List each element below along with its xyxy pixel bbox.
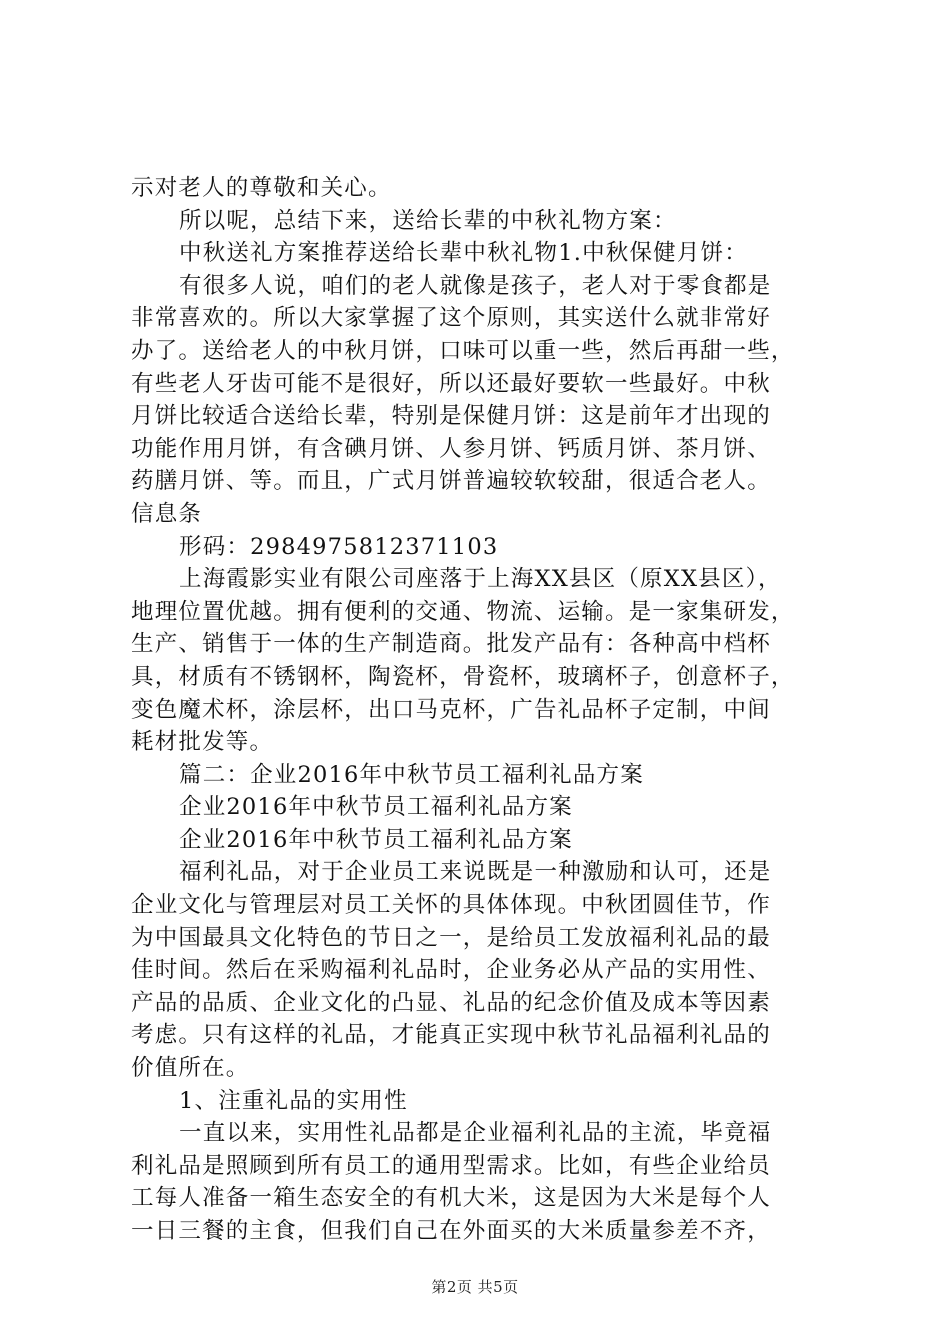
text-line: 有些老人牙齿可能不是很好，所以还最好要软一些最好。中秋 bbox=[131, 370, 771, 397]
text-line: 价值所在。 bbox=[131, 1055, 250, 1082]
text-line: 福利礼品，对于企业员工来说既是一种激励和认可，还是 bbox=[179, 859, 772, 886]
text-line: 企业2016年中秋节员工福利礼品方案 bbox=[179, 826, 573, 853]
page-footer: 第2页 共5页 bbox=[431, 1278, 519, 1296]
text-line: 地理位置优越。拥有便利的交通、物流、运输。是一家集研发， bbox=[131, 598, 795, 625]
text-line: 利礼品是照顾到所有员工的通用型需求。比如，有些企业给员 bbox=[131, 1152, 771, 1179]
text-line: 为中国最具文化特色的节日之一，是给员工发放福利礼品的最 bbox=[131, 924, 771, 951]
text-line: 生产、销售于一体的生产制造商。批发产品有：各种高中档杯 bbox=[131, 631, 771, 658]
text-line: 形码：2984975812371103 bbox=[179, 533, 499, 560]
text-line: 企业2016年中秋节员工福利礼品方案 bbox=[179, 794, 573, 821]
text-line: 有很多人说，咱们的老人就像是孩子，老人对于零食都是 bbox=[179, 272, 772, 299]
text-line: 所以呢，总结下来，送给长辈的中秋礼物方案： bbox=[179, 207, 677, 234]
text-line: 功能作用月饼，有含碘月饼、人参月饼、钙质月饼、茶月饼、 bbox=[131, 435, 771, 462]
text-line: 考虑。只有这样的礼品，才能真正实现中秋节礼品福利礼品的 bbox=[131, 1022, 771, 1049]
text-line: 工每人准备一箱生态安全的有机大米，这是因为大米是每个人 bbox=[131, 1185, 771, 1212]
text-line: 企业文化与管理层对员工关怀的具体体现。中秋团圆佳节，作 bbox=[131, 892, 771, 919]
text-line: 信息条 bbox=[131, 500, 203, 527]
text-line: 产品的品质、企业文化的凸显、礼品的纪念价值及成本等因素 bbox=[131, 989, 771, 1016]
text-line: 示对老人的尊敬和关心。 bbox=[131, 175, 392, 201]
text-line: 药膳月饼、等。而且，广式月饼普遍较软较甜，很适合老人。 bbox=[131, 468, 771, 495]
text-line: 耗材批发等。 bbox=[131, 729, 274, 756]
text-line: 具，材质有不锈钢杯，陶瓷杯，骨瓷杯，玻璃杯子，创意杯子， bbox=[131, 663, 795, 690]
text-line: 月饼比较适合送给长辈，特别是保健月饼：这是前年才出现的 bbox=[131, 403, 771, 430]
text-line: 篇二：企业2016年中秋节员工福利礼品方案 bbox=[179, 761, 644, 788]
text-line: 上海霞影实业有限公司座落于上海XX县区（原XX县区）， bbox=[179, 566, 782, 593]
text-line: 非常喜欢的。所以大家掌握了这个原则，其实送什么就非常好 bbox=[131, 305, 771, 332]
text-line: 中秋送礼方案推荐送给长辈中秋礼物1.中秋保健月饼： bbox=[179, 240, 748, 267]
text-line: 1、注重礼品的实用性 bbox=[179, 1087, 408, 1114]
text-line: 一直以来，实用性礼品都是企业福利礼品的主流，毕竟福 bbox=[179, 1120, 772, 1147]
text-line: 佳时间。然后在采购福利礼品时，企业务必从产品的实用性、 bbox=[131, 957, 771, 984]
document-body bbox=[131, 172, 831, 1248]
text-line: 变色魔术杯，涂层杯，出口马克杯，广告礼品杯子定制，中间 bbox=[131, 696, 771, 723]
text-line: 办了。送给老人的中秋月饼，口味可以重一些，然后再甜一些， bbox=[131, 337, 795, 364]
text-line: 一日三餐的主食，但我们自己在外面买的大米质量参差不齐， bbox=[131, 1218, 771, 1244]
